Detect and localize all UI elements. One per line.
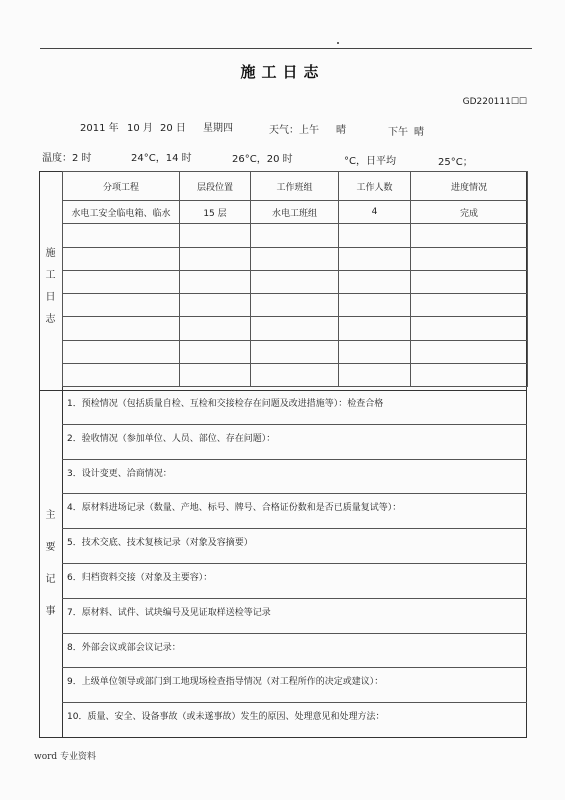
weather-pm-value: 晴	[414, 127, 424, 138]
label-char: 施	[45, 248, 56, 259]
table-cell	[339, 340, 411, 363]
table-cell	[251, 340, 339, 363]
table-row	[63, 224, 528, 247]
header-dot	[337, 42, 339, 44]
table-cell	[411, 364, 528, 387]
table-cell	[63, 317, 180, 340]
table-cell	[251, 317, 339, 340]
record-meetings: 8．外部会议或部会议记录：	[62, 634, 527, 669]
table-cell	[180, 247, 251, 270]
weather-am-value: 晴	[336, 125, 346, 136]
table-cell	[180, 340, 251, 363]
date-day: 20 日	[160, 123, 186, 134]
records-list	[62, 390, 527, 738]
table-cell	[339, 270, 411, 293]
label-char: 主	[45, 510, 56, 521]
table-cell	[180, 224, 251, 247]
table-row	[63, 364, 528, 387]
header-location: 层段位置	[180, 172, 251, 201]
weather-pm-label: 下午	[388, 127, 408, 138]
header-rule	[40, 48, 532, 49]
temp-2h-value: 24°C，14 时	[131, 153, 192, 164]
table-row	[63, 201, 528, 224]
label-char: 志	[45, 314, 56, 325]
table-row	[63, 270, 528, 293]
table-cell	[63, 340, 180, 363]
table-cell	[251, 247, 339, 270]
table-cell	[251, 270, 339, 293]
table-cell	[339, 247, 411, 270]
table-cell: 水电工班组	[251, 201, 339, 224]
table-cell	[251, 294, 339, 317]
table-cell	[339, 317, 411, 340]
table-cell: 15 层	[180, 201, 251, 224]
table-cell	[251, 364, 339, 387]
record-material-entry: 4．原材料进场记录（数量、产地、标号、牌号、合格证份数和是否已质量复试等）：	[62, 494, 527, 529]
record-inspection-guidance: 9．上级单位领导或部门到工地现场检查指导情况（对工程所作的决定或建议）：	[62, 668, 527, 703]
table-cell	[63, 294, 180, 317]
date-month: 10 月	[127, 123, 153, 134]
table-cell: 水电工安全临电箱、临水	[63, 201, 180, 224]
temp-14h-value: 26°C，20 时	[232, 154, 293, 165]
date-weekday: 星期四	[203, 123, 233, 134]
record-design-change: 3．设计变更、洽商情况：	[62, 460, 527, 495]
page-title: 施工日志	[240, 63, 325, 81]
table-cell	[339, 364, 411, 387]
header-progress: 进度情况	[411, 172, 528, 201]
footer-text: word 专业资料	[34, 752, 97, 762]
table-row	[63, 317, 528, 340]
table-cell	[180, 317, 251, 340]
label-char: 日	[45, 292, 56, 303]
record-acceptance: 2．验收情况（参加单位、人员、部位、存在问题）：	[62, 425, 527, 460]
table-cell	[411, 270, 528, 293]
table-cell	[411, 224, 528, 247]
table-cell	[339, 224, 411, 247]
label-char: 要	[45, 542, 56, 553]
work-table	[62, 171, 528, 387]
table-cell	[63, 270, 180, 293]
table-cell	[411, 294, 528, 317]
table-cell	[63, 224, 180, 247]
header-worker-count: 工作人数	[339, 172, 411, 201]
table-cell	[339, 294, 411, 317]
label-char: 事	[45, 606, 56, 617]
table-cell	[63, 247, 180, 270]
label-char: 记	[45, 574, 56, 585]
record-sampling: 7．原材料、试件、试块编号及见证取样送检等记录	[62, 599, 527, 634]
construction-log-label	[39, 243, 62, 331]
table-cell	[63, 364, 180, 387]
temp-2h-label: 温度：2 时	[42, 153, 92, 164]
record-archive-handover: 6．归档资料交接（对象及主要容）：	[62, 564, 527, 599]
record-accidents: 10．质量、安全、设备事故（或未遂事故）发生的原因、处理意见和处理方法：	[67, 712, 385, 723]
table-cell	[180, 294, 251, 317]
table-cell: 4	[339, 201, 411, 224]
table-cell	[180, 270, 251, 293]
work-table-header	[63, 172, 528, 201]
table-cell	[411, 317, 528, 340]
main-records-label	[39, 500, 62, 628]
date-year: 2011 年	[80, 123, 119, 134]
table-cell	[180, 364, 251, 387]
header-sub-project: 分项工程	[63, 172, 180, 201]
table-row	[63, 294, 528, 317]
record-pre-inspection: 1．预检情况（包括质量自检、互检和交接检存在问题及改进措施等）：检查合格	[62, 390, 527, 425]
label-char: 工	[45, 270, 56, 281]
table-row	[63, 247, 528, 270]
table-cell	[251, 224, 339, 247]
record-technical-briefing: 5．技术交底、技术复核记录（对象及容摘要）	[62, 529, 527, 564]
temp-average-value: 25°C；	[438, 157, 473, 168]
temp-20h-value: °C，日平均	[344, 156, 396, 167]
document-code: GD220111☐☐	[462, 97, 527, 107]
table-cell	[411, 247, 528, 270]
header-team: 工作班组	[251, 172, 339, 201]
table-row	[63, 340, 528, 363]
table-cell: 完成	[411, 201, 528, 224]
weather-am-label: 天气：上午	[269, 125, 319, 136]
table-cell	[411, 340, 528, 363]
